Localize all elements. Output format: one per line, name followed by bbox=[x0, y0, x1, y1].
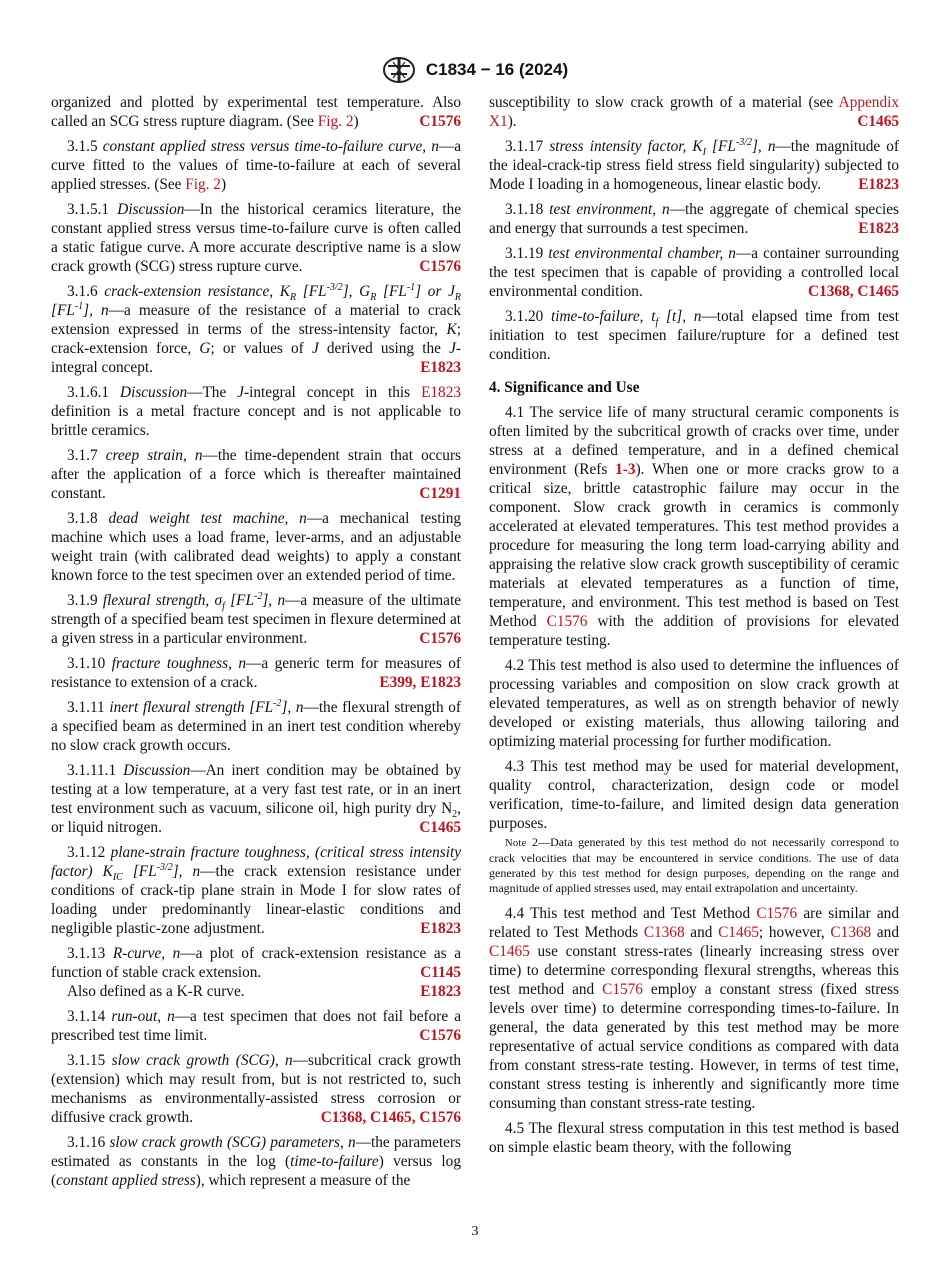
definition-3-1-8: 3.1.8 dead weight test machine, n—a mechanical testing machine which uses a load frame, lever-arms, and an adjustable weight train (with calibrated dead weights) to apply a constant known force to the test specimen over an extended period of time. bbox=[51, 510, 462, 584]
reference-link[interactable]: C1576 bbox=[546, 613, 588, 630]
reference-link[interactable]: C1465 bbox=[489, 943, 530, 960]
discussion-3-1-11-1: 3.1.11.1 Discussion—An inert condition may be obtained by testing at a low temperature, at a very fast test rate, or in an inert test environment such as vacuum, silicone oil, high purity dry $N_2$, or liquid nitrogen. C1465 bbox=[51, 762, 462, 836]
reference-link[interactable]: E1823 bbox=[858, 220, 899, 237]
reference-link[interactable]: E1823 bbox=[420, 674, 461, 691]
paragraph-continuation: organized and plotted by experimental test temperature. Also called an SCG stress rupture diagram. (See Fig. 2) C1576 bbox=[51, 94, 461, 130]
reference-link[interactable]: E399 bbox=[379, 674, 413, 691]
paragraph-4-5: 4.5 The flexural stress computation in this test method is based on simple elastic beam theory, with the following bbox=[489, 1120, 899, 1156]
left-column bbox=[51, 93, 461, 1196]
page-number: 3 bbox=[471, 1224, 479, 1239]
reference-link[interactable]: C1465 bbox=[857, 113, 899, 130]
paragraph-4-1: 4.1 The service life of many structural ceramic components is often limited by the subcritical growth of cracks over time, under stress at a defined temperature, and in a defined chemical environment (Refs 1-3). When one or more cracks grow to a critical size, brittle catastrophic failure may occur in the component. Slow crack growth in ceramics is commonly accelerated at elevated temperatures. This test method provides a procedure for measuring the long term load-carrying ability and appraising the relative slow crack growth susceptibility of ceramic materials at elevated temperatures as a function of time, temperature, and environment. This test method is based on Test Method C1576 with the addition of provisions for elevated temperature testing. bbox=[489, 404, 900, 649]
figure-link[interactable]: Fig. 2 bbox=[185, 176, 221, 193]
document-designation: C1834 − 16 (2024) bbox=[425, 60, 569, 79]
reference-link[interactable]: C1576 bbox=[419, 1109, 461, 1126]
definition-3-1-6: 3.1.6 crack-extension resistance, $K_R$ $[FL^{-3/2}]$, $G_R$ $[FL^{-1}]$ or $J_R$ $[FL^{-1}]$, n—a measure of the resistance of a material to crack extension expressed in terms of the stress-intensity factor, K; crack-extension force, G; or values of J derived using the J-integral concept. E1823 bbox=[51, 281, 462, 376]
reference-link[interactable]: C1368 bbox=[643, 924, 685, 941]
reference-link[interactable]: C1368 bbox=[808, 283, 850, 300]
reference-link[interactable]: E1823 bbox=[420, 359, 461, 376]
reference-link[interactable]: C1576 bbox=[419, 258, 461, 275]
discussion-3-1-6-1: 3.1.6.1 Discussion—The J-integral concept in this E1823 definition is a metal fracture concept and is not applicable to brittle ceramics. bbox=[51, 384, 462, 439]
definition-3-1-18: 3.1.18 test environment, n—the aggregate of chemical species and energy that surrounds a test specimen. E1823 bbox=[489, 201, 900, 237]
reference-link[interactable]: 1-3 bbox=[615, 461, 636, 478]
definition-3-1-20: 3.1.20 time-to-failure, $t_f$ [t], n—total elapsed time from test initiation to test specimen failure/rupture for a defined test condition. bbox=[489, 308, 899, 363]
definition-3-1-15: 3.1.15 slow crack growth (SCG), n—subcritical crack growth (extension) which may result from, but is not restricted to, such mechanisms as environmentally-assisted stress corrosion or diffusive crack growth. C1368, C1465, C1576 bbox=[51, 1052, 461, 1126]
discussion-3-1-5-1: 3.1.5.1 Discussion—In the historical ceramics literature, the constant applied stress versus time-to-failure curve is often called a static fatigue curve. A more accurate descriptive name is a slow crack growth (SCG) stress rupture curve. C1576 bbox=[51, 201, 462, 275]
reference-link[interactable]: C1576 bbox=[419, 113, 461, 130]
reference-link[interactable]: E1823 bbox=[421, 384, 462, 401]
reference-link[interactable]: E1823 bbox=[420, 920, 461, 937]
reference-link[interactable]: C1465 bbox=[419, 819, 461, 836]
definition-3-1-14: 3.1.14 run-out, n—a test specimen that does not fail before a prescribed test time limit. C1576 bbox=[51, 1008, 461, 1044]
astm-logo-icon bbox=[382, 56, 416, 84]
definition-3-1-13: 3.1.13 R-curve, n—a plot of crack-extension resistance as a function of stable crack extension. C1145 bbox=[51, 945, 461, 981]
definition-3-1-17: 3.1.17 stress intensity factor, $K_I$ $[FL^{-3/2}]$, n—the magnitude of the ideal-crack-tip stress field stress field singularity) subjected to Mode I loading in a homogeneous, linear elastic body. E1823 bbox=[489, 136, 899, 193]
definition-3-1-13-note: Also defined as a K-R curve. E1823 bbox=[67, 983, 461, 1000]
reference-link[interactable]: E1823 bbox=[420, 983, 461, 1000]
reference-link[interactable]: C1368 bbox=[320, 1109, 363, 1126]
section-heading: 4. Significance and Use bbox=[489, 379, 640, 396]
definition-3-1-7: 3.1.7 creep strain, n—the time-dependent strain that occurs after the application of a force which is thereafter maintained constant. C1291 bbox=[51, 447, 461, 502]
definition-3-1-10: 3.1.10 fracture toughness, n—a generic term for measures of resistance to extension of a crack. E399, E1823 bbox=[51, 655, 461, 691]
reference-link[interactable]: C1576 bbox=[602, 981, 643, 998]
reference-link[interactable]: C1576 bbox=[419, 630, 461, 647]
paragraph-4-2: 4.2 This test method is also used to determine the influences of processing variables and composition on slow crack growth at elevated temperatures, as well as on strength behavior of newly developed or existing materials, thus allowing tailoring and optimizing material processing for further modification. bbox=[489, 657, 899, 750]
reference-link[interactable]: C1465 bbox=[857, 283, 899, 300]
appendix-link[interactable]: Appendix X1 bbox=[489, 94, 899, 130]
definition-3-1-12: 3.1.12 plane-strain fracture toughness, (critical stress intensity factor) $K_{IC}$ $[FL^{-3/2}]$, n—the crack extension resistance under conditions of crack-tip plane strain in Mode I for slow rates of loading under predominantly linear-elastic conditions and negligible plastic-zone adjustment. E1823 bbox=[51, 844, 461, 937]
definition-3-1-5: 3.1.5 constant applied stress versus time-to-failure curve, n—a curve fitted to the values of time-to-failure at each of several applied stresses. (See Fig. 2) bbox=[51, 138, 462, 193]
reference-link[interactable]: C1368 bbox=[830, 924, 872, 941]
right-column bbox=[489, 93, 899, 1163]
paragraph-4-3: 4.3 This test method may be used for material development, quality control, characterization, design code or model verification, time-to-failure, and limited design data generation purposes. bbox=[489, 758, 899, 832]
paragraph-4-4: 4.4 This test method and Test Method C1576 are similar and related to Test Methods C1368 and C1465; however, C1368 and C1465 use constant stress-rates (linearly increasing stress over time) to determine corresponding flexural strengths, whereas this test method and C1576 employ a constant stress (fixed stress levels over time) to determine corresponding times-to-failure. In general, the data generated by this test method may be more representative of actual service conditions as compared with data from constant stress-rate testing. However, in terms of test time, constant stress testing is inherently and significantly more time consuming than constant stress-rate testing. bbox=[489, 905, 899, 1112]
reference-link[interactable]: C1576 bbox=[419, 1027, 461, 1044]
figure-link[interactable]: Fig. 2 bbox=[317, 113, 354, 130]
page-header bbox=[0, 56, 950, 84]
reference-link[interactable]: C1145 bbox=[420, 964, 461, 981]
paragraph-continuation: susceptibility to slow crack growth of a material (see Appendix X1). C1465 bbox=[489, 94, 899, 130]
reference-link[interactable]: E1823 bbox=[858, 176, 899, 193]
reference-link[interactable]: C1576 bbox=[756, 905, 798, 922]
definition-3-1-11: 3.1.11 inert flexural strength $[FL^{-2}]$, n—the flexural strength of a specified beam as determined in an inert test condition whereby no slow crack growth occurs. bbox=[51, 697, 462, 754]
note-2: Note 2—Data generated by this test method do not necessarily correspond to crack velocities that may be encountered in service conditions. The use of data generated by this test method for design purposes, depending on the range and magnitude of applied stresses used, may entail extrapolation and uncertainty. bbox=[489, 835, 899, 895]
reference-link[interactable]: C1465 bbox=[718, 924, 759, 941]
definition-3-1-16: 3.1.16 slow crack growth (SCG) parameters, n—the parameters estimated as constants in the log (time-to-failure) versus log (constant applied stress), which represent a measure of the bbox=[51, 1134, 461, 1189]
definition-3-1-19: 3.1.19 test environmental chamber, n—a container surrounding the test specimen that is capable of providing a controlled local environmental condition. C1368, C1465 bbox=[489, 245, 900, 300]
definition-3-1-9: 3.1.9 flexural strength, $\sigma_f$ $[FL^{-2}]$, n—a measure of the ultimate strength of a specified beam test specimen in flexure determined at a given stress in a particular environment. C1576 bbox=[51, 590, 462, 647]
reference-link[interactable]: C1465 bbox=[370, 1109, 412, 1126]
reference-link[interactable]: C1291 bbox=[419, 485, 461, 502]
